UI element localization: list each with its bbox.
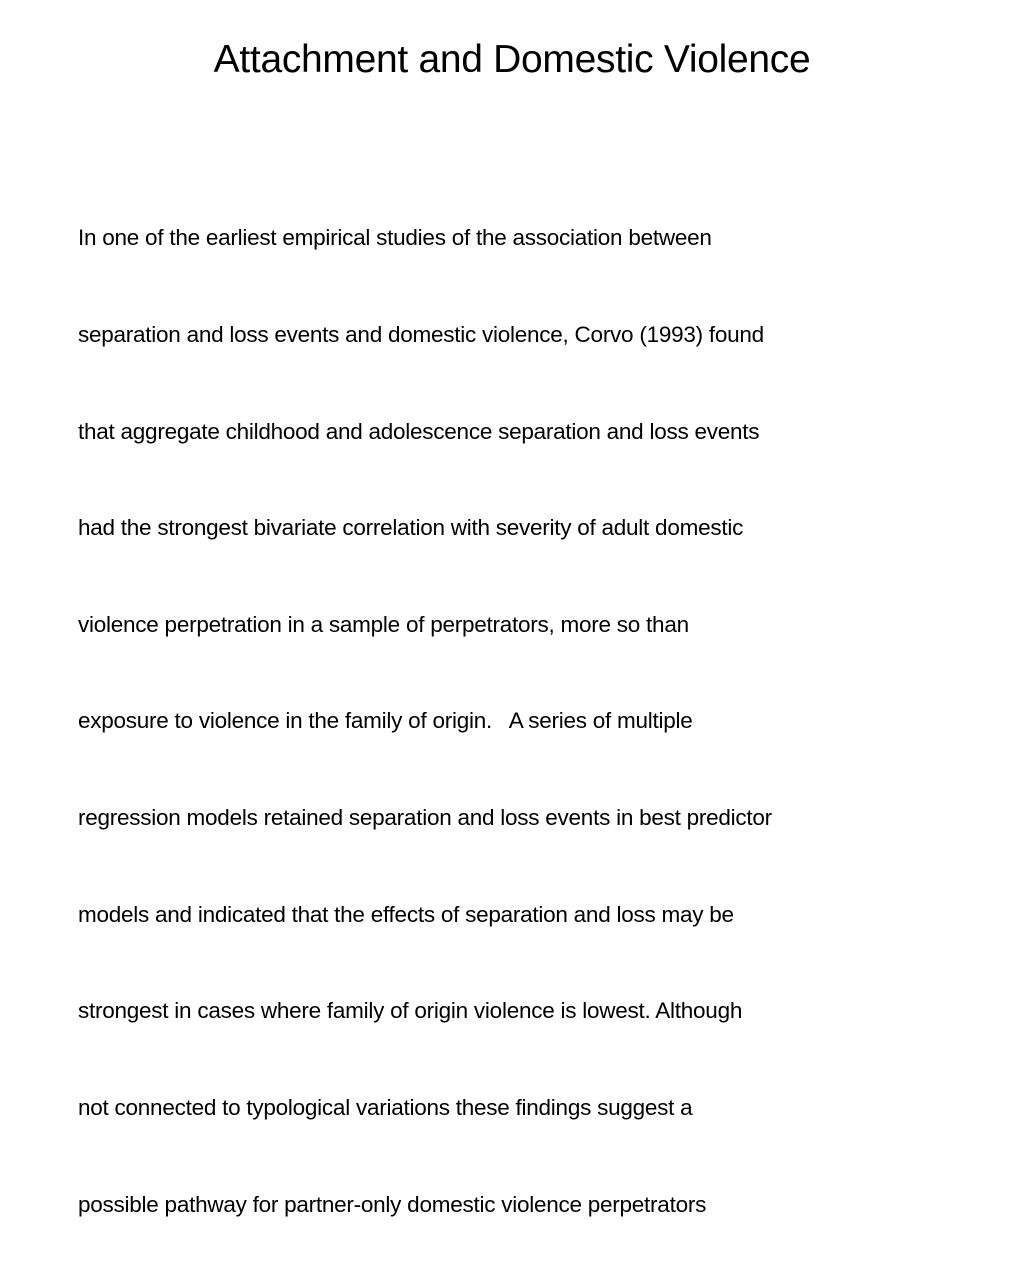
body-line: had the strongest bivariate correlation with severity of adult domestic xyxy=(78,515,744,541)
slide-body xyxy=(78,158,948,1285)
body-line: In one of the earliest empirical studies of the association between xyxy=(78,225,712,251)
body-line: violence perpetration in a sample of perpetrators, more so than xyxy=(78,611,689,637)
body-line: exposure to violence in the family of origin. A series of multiple xyxy=(78,708,693,734)
body-line: regression models retained separation and loss events in best predictor xyxy=(78,805,772,831)
body-line: possible pathway for partner-only domestic violence perpetrators xyxy=(78,1191,707,1217)
body-line: separation and loss events and domestic violence, Corvo (1993) found xyxy=(78,322,764,348)
body-line: strongest in cases where family of origin violence is lowest. Although xyxy=(78,998,743,1024)
body-line: not connected to typological variations these findings suggest a xyxy=(78,1094,693,1120)
body-line: models and indicated that the effects of separation and loss may be xyxy=(78,901,734,927)
slide-title: Attachment and Domestic Violence xyxy=(213,38,811,81)
body-line: that aggregate childhood and adolescence separation and loss events xyxy=(78,418,760,444)
